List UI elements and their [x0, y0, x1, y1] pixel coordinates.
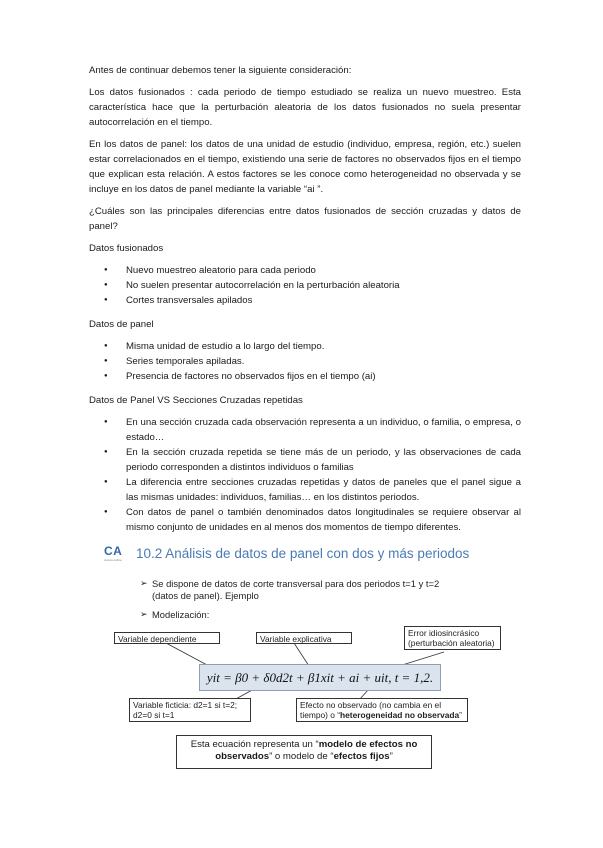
arrow-icon: ➢ [140, 609, 148, 619]
list-item: ● Misma unidad de estudio a lo largo del tiempo. [89, 339, 521, 354]
list-item: ● Series temporales apiladas. [89, 354, 521, 369]
list-item: ● No suelen presentar autocorrelación en la perturbación aleatoria [89, 278, 521, 293]
list-item: ● Presencia de factores no observados fijos en el tiempo (ai) [89, 369, 521, 384]
text-block [89, 63, 521, 535]
arrow-icon: ➢ [140, 578, 148, 588]
list-item: ● La diferencia entre secciones cruzadas repetidas y datos de paneles que el panel sigue a las mismas unidades: individuos, familias… en los distintos periodos. [89, 475, 521, 505]
label-error: Error idiosincrásico (perturbación aleatoria) [404, 626, 501, 650]
intro-paragraph: Antes de continuar debemos tener la siguiente consideración: [89, 65, 352, 76]
list-item: ● En una sección cruzada cada observación representa a un individuo, o familia, o empresa, o estado… [89, 415, 521, 445]
list-item: ● Con datos de panel o también denominados datos longitudinales se requiere observar al mismo conjunto de unidades en al menos dos momentos de tiempo diferentes. [89, 505, 521, 535]
figure-title: 10.2 Análisis de datos de panel con dos y más periodos [136, 546, 470, 561]
slide-figure [104, 540, 504, 772]
bullet-list [89, 339, 521, 384]
equation: yit = β0 + δ0d2t + β1xit + ai + uit, t = 1,2. [199, 664, 441, 691]
figure-bullet: ➢ Se dispone de datos de corte transversal para dos periodos t=1 y t=2 (datos de panel). Ejemplo [140, 578, 440, 601]
bullet-list [89, 415, 521, 535]
figure-bullet: ➢ Modelización: [140, 609, 210, 620]
label-dependiente: Variable dependiente [114, 632, 220, 644]
section-heading: Datos de Panel VS Secciones Cruzadas repetidas [89, 395, 303, 406]
section-heading: Datos fusionados [89, 243, 164, 254]
label-explicativa: Variable explicativa [256, 632, 352, 644]
label-efecto: Efecto no observado (no cambia en el tiempo) o “heterogeneidad no observada” [296, 698, 468, 722]
label-ficticia: Variable ficticia: d2=1 si t=2; d2=0 si t=1 [129, 698, 251, 722]
section-heading: Datos de panel [89, 319, 154, 330]
list-item: ● Nuevo muestreo aleatorio para cada periodo [89, 263, 521, 278]
bullet-list [89, 263, 521, 308]
fusionados-paragraph: Los datos fusionados : cada periodo de tiempo estudiado se realiza un nuevo muestreo. Esta característica hace que la perturbación aleatoria de los datos fusionados no suela presentar autocorrelación en el tiempo. [89, 87, 521, 128]
list-item: ● Cortes transversales apilados [89, 293, 521, 308]
panel-paragraph: En los datos de panel: los datos de una unidad de estudio (individuo, empresa, región, etc.) suelen estar correlacionados en el tiempo, existiendo una serie de factores no observados fijos en el tiempo que explican esta relación. A estos factores se les conoce como heterogeneidad no observada y se incluye en los datos de panel mediante la variable “ai ”. [89, 139, 521, 195]
list-item: ● En la sección cruzada repetida se tiene más de un periodo, y las observaciones de cada periodo corresponden a distintos individuos o familias [89, 445, 521, 475]
question-paragraph: ¿Cuáles son las principales diferencias entre datos fusionados de sección cruzadas y datos de panel? [89, 206, 521, 232]
logo-text: CA [104, 544, 123, 558]
logo-subtext: cursos online [104, 558, 122, 562]
summary-box: Esta ecuación representa un “modelo de efectos no observados” o modelo de “efectos fijos” [176, 735, 432, 769]
